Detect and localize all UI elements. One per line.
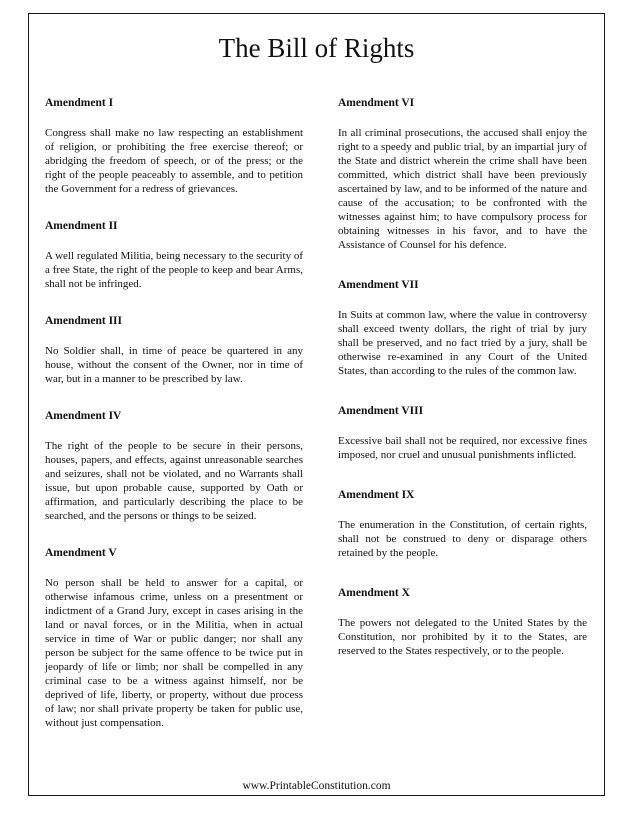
amendment-7	[338, 278, 587, 378]
amendment-text: The right of the people to be secure in their persons, houses, papers, and effects, against unreasonable searches and seizures, shall not be violated, and no Warrants shall issue, but upon probable cause, supported by Oath or affirmation, and particularly describing the place to be searched, and the persons or things to be seized.	[45, 440, 303, 522]
amendment-text: The enumeration in the Constitution, of certain rights, shall not be construed to deny or disparage others retained by the people.	[338, 519, 587, 559]
left-column	[45, 96, 303, 753]
amendment-text: Excessive bail shall not be required, nor excessive fines imposed, nor cruel and unusual punishments inflicted.	[338, 435, 587, 461]
amendment-heading: Amendment IV	[45, 410, 122, 422]
amendment-6	[338, 96, 587, 252]
amendment-heading: Amendment IX	[338, 489, 415, 501]
amendment-1	[45, 96, 303, 196]
footer-website-link[interactable]: www.PrintableConstitution.com	[242, 780, 391, 792]
amendment-4	[45, 409, 303, 523]
right-column	[338, 96, 587, 684]
amendment-heading: Amendment III	[45, 315, 122, 327]
amendment-text: A well regulated Militia, being necessary to the security of a free State, the right of the people to keep and bear Arms, shall not be infringed.	[45, 250, 303, 290]
amendment-9	[338, 488, 587, 560]
amendment-heading: Amendment VI	[338, 97, 415, 109]
amendment-heading: Amendment X	[338, 587, 410, 599]
amendment-3	[45, 314, 303, 386]
amendment-heading: Amendment II	[45, 220, 118, 232]
amendment-10	[338, 586, 587, 658]
document-title: The Bill of Rights	[218, 33, 415, 63]
amendment-8	[338, 404, 587, 462]
amendment-text: No person shall be held to answer for a capital, or otherwise infamous crime, unless on a presentment or indictment of a Grand Jury, except in cases arising in the land or naval forces, or in the Militia, when in actual service in time of War or public danger; nor shall any person be subject for the same offence to be twice put in jeopardy of life or limb; nor shall be compelled in any criminal case to be a witness against himself, nor be deprived of life, liberty, or property, without due process of law; nor shall private property be taken for public use, without just compensation.	[45, 577, 303, 729]
amendment-text: In all criminal prosecutions, the accused shall enjoy the right to a speedy and public trial, by an impartial jury of the State and district wherein the crime shall have been committed, which district shall have been previously ascertained by law, and to be informed of the nature and cause of the accusation; to be confronted with the witnesses against him; to have compulsory process for obtaining witnesses in his favor, and to have the Assistance of Counsel for his defence.	[338, 127, 587, 251]
amendment-heading: Amendment VII	[338, 279, 419, 291]
amendment-text: The powers not delegated to the United States by the Constitution, nor prohibited by it to the States, are reserved to the States respectively, or to the people.	[338, 617, 587, 657]
amendment-heading: Amendment V	[45, 547, 117, 559]
amendment-heading: Amendment I	[45, 97, 114, 109]
amendment-text: No Soldier shall, in time of peace be quartered in any house, without the consent of the Owner, nor in time of war, but in a manner to be prescribed by law.	[45, 345, 303, 385]
amendment-text: Congress shall make no law respecting an establishment of religion, or prohibiting the free exercise thereof; or abridging the freedom of speech, or of the press; or the right of the people peaceably to assemble, and to petition the Government for a redress of grievances.	[45, 127, 303, 195]
amendment-heading: Amendment VIII	[338, 405, 424, 417]
amendment-5	[45, 546, 303, 730]
amendment-2	[45, 219, 303, 291]
amendment-text: In Suits at common law, where the value in controversy shall exceed twenty dollars, the right of trial by jury shall be preserved, and no fact tried by a jury, shall be otherwise re-examined in any Court of the United States, than according to the rules of the common law.	[338, 309, 587, 377]
